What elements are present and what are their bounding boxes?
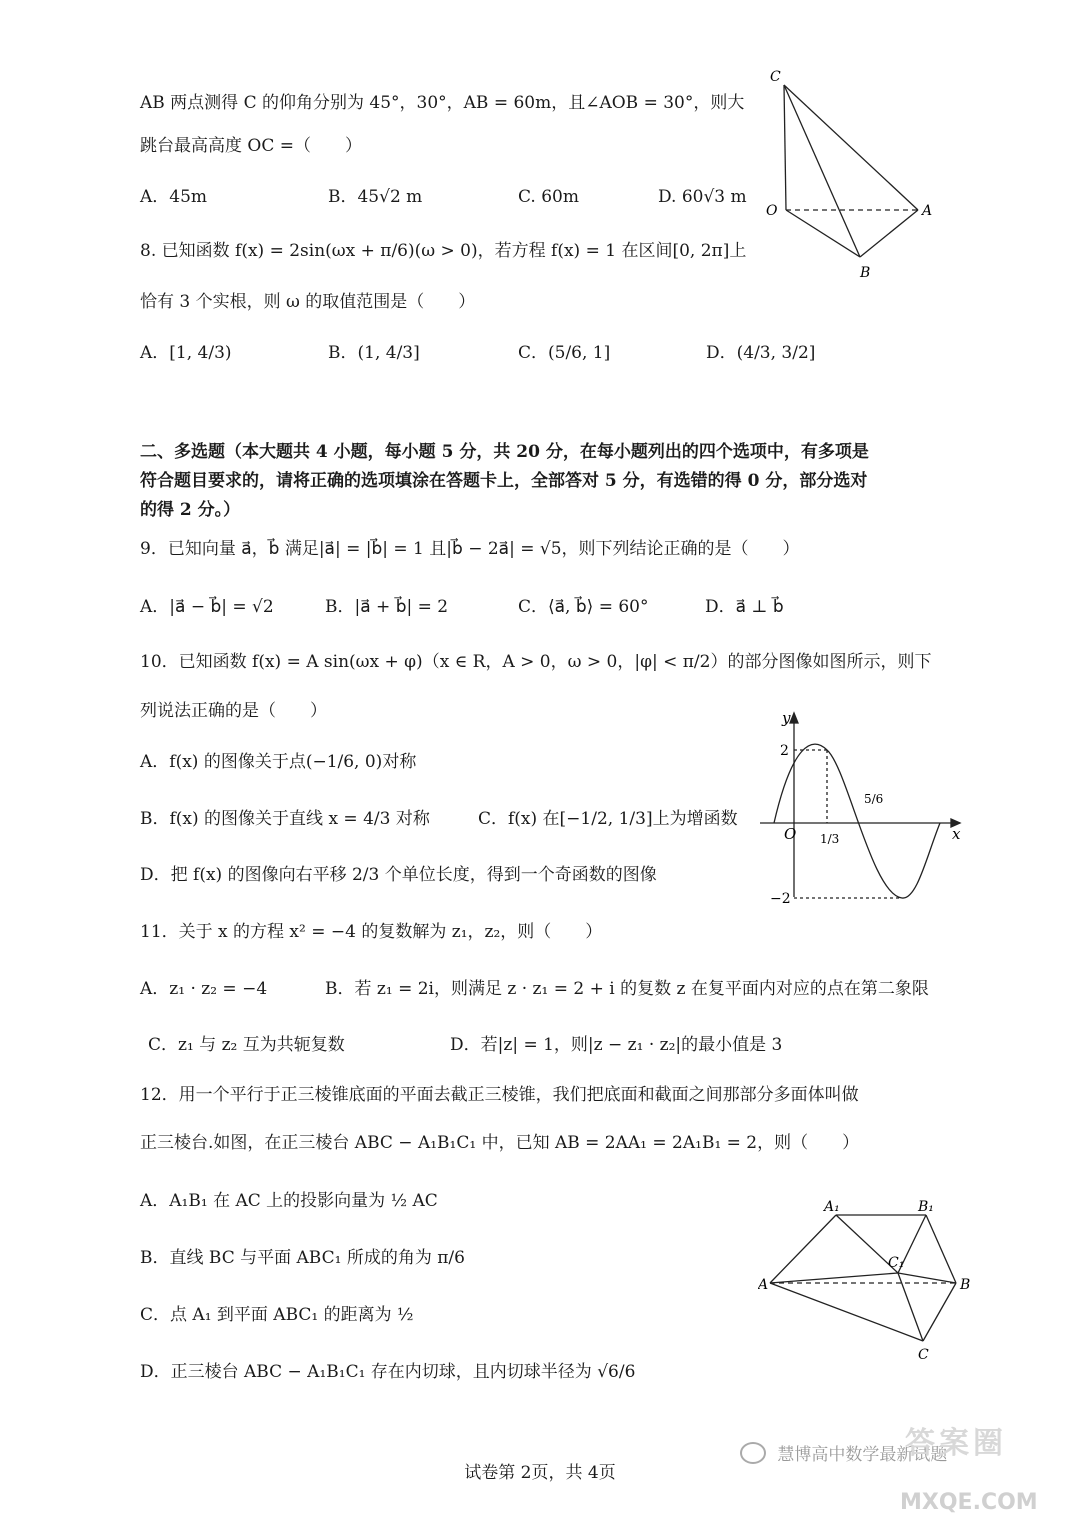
q11-line1: 11．关于 x 的方程 x² = −4 的复数解为 z₁，z₂，则（ ）	[140, 922, 603, 942]
q9-option-c: C．⟨a⃗, b⃗⟩ = 60°	[518, 597, 649, 617]
q10-label-ymin: −2	[770, 891, 791, 905]
watermark-text: 慧博高中数学最新试题	[777, 1445, 948, 1465]
q12-label-b: B	[960, 1277, 971, 1293]
q11-option-b: B．若 z₁ = 2i，则满足 z · z₁ = 2 + i 的复数 z 在复平面内对应的点在第二象限	[325, 979, 929, 999]
q10-line2: 列说法正确的是（ ）	[140, 701, 327, 721]
q7-label-b: B	[860, 265, 871, 281]
q8-option-c: C．(5/6, 1]	[518, 343, 611, 363]
q11-option-d: D．若|z| = 1，则|z − z₁ · z₂|的最小值是 3	[450, 1035, 783, 1055]
q12-option-c: C．点 A₁ 到平面 ABC₁ 的距离为 ½	[140, 1305, 414, 1325]
q11-option-c: C．z₁ 与 z₂ 互为共轭复数	[148, 1035, 345, 1055]
q7-pyramid-figure	[760, 65, 960, 285]
page-footer: 试卷第 2页，共 4页	[464, 1463, 616, 1483]
q7-line2: 跳台最高高度 OC =（ ）	[140, 136, 362, 156]
q12-label-c: C	[918, 1347, 929, 1363]
q8-line2: 恰有 3 个实根，则 ω 的取值范围是（ ）	[140, 292, 476, 312]
q12-label-a1: A₁	[824, 1199, 840, 1215]
q10-sine-graph	[752, 705, 972, 905]
q7-option-a: A．45m	[140, 187, 208, 207]
q9-option-b: B．|a⃗ + b⃗| = 2	[325, 597, 449, 617]
q10-label-x: x	[952, 825, 961, 843]
q10-option-c: C．f(x) 在[−1/2, 1/3]上为增函数	[478, 809, 738, 829]
q10-line1: 10．已知函数 f(x) = A sin(ωx + φ)（x ∈ R，A > 0，ω > 0，|φ| < π/2）的部分图像如图所示，则下	[140, 652, 932, 672]
q8-option-b: B．(1, 4/3]	[328, 343, 420, 363]
q12-label-b1: B₁	[918, 1199, 934, 1215]
q11-option-a: A．z₁ · z₂ = −4	[140, 979, 268, 999]
q7-option-d: D. 60√3 m	[658, 187, 747, 207]
wechat-icon	[740, 1442, 766, 1464]
q10-label-y: y	[782, 709, 791, 727]
q12-option-a: A．A₁B₁ 在 AC 上的投影向量为 ½ AC	[140, 1191, 438, 1211]
q12-label-c1: C₁	[888, 1255, 905, 1271]
q7-label-c: C	[770, 69, 781, 85]
q9-option-a: A．|a⃗ − b⃗| = √2	[140, 597, 274, 617]
q12-label-a: A	[758, 1277, 769, 1293]
section2-line3: 的得 2 分。）	[140, 500, 241, 520]
q12-frustum-figure	[758, 1195, 978, 1365]
q12-line2: 正三棱台.如图，在正三棱台 ABC − A₁B₁C₁ 中，已知 AB = 2AA₁ = 2A₁B₁ = 2，则（ ）	[140, 1133, 860, 1153]
q8-line1: 8. 已知函数 f(x) = 2sin(ωx + π/6)(ω > 0)，若方程 f(x) = 1 在区间[0, 2π]上	[140, 241, 747, 261]
q7-option-c: C. 60m	[518, 187, 579, 207]
q10-label-origin: O	[784, 825, 797, 843]
q12-line1: 12．用一个平行于正三棱锥底面的平面去截正三棱锥，我们把底面和截面之间那部分多面体叫做	[140, 1085, 859, 1105]
q10-option-b: B．f(x) 的图像关于直线 x = 4/3 对称	[140, 809, 430, 829]
section2-line1: 二、多选题（本大题共 4 小题，每小题 5 分，共 20 分，在每小题列出的四个选项中，有多项是	[140, 442, 869, 462]
q10-sine-curve	[774, 744, 940, 898]
watermark-brand: 答案圈	[905, 1426, 1007, 1461]
q7-label-o: O	[766, 203, 778, 219]
q9-line1: 9．已知向量 a⃗，b⃗ 满足|a⃗| = |b⃗| = 1 且|b⃗ − 2a⃗| = √5，则下列结论正确的是（ ）	[140, 539, 800, 559]
q7-option-b: B．45√2 m	[328, 187, 423, 207]
watermark-site: MXQE.COM	[900, 1490, 1038, 1515]
q8-option-d: D．(4/3, 3/2]	[706, 343, 816, 363]
q10-label-x2: 5/6	[864, 792, 884, 806]
q9-option-d: D．a⃗ ⊥ b⃗	[705, 597, 784, 617]
q10-label-ymax: 2	[780, 743, 789, 759]
q12-option-d: D．正三棱台 ABC − A₁B₁C₁ 存在内切球，且内切球半径为 √6/6	[140, 1362, 636, 1382]
section2-line2: 符合题目要求的，请将正确的选项填涂在答题卡上，全部答对 5 分，有选错的得 0 分，部分选对	[140, 471, 868, 491]
q7-line1: AB 两点测得 C 的仰角分别为 45°，30°，AB = 60m，且∠AOB = 30°，则大	[140, 93, 745, 113]
q10-option-d: D．把 f(x) 的图像向右平移 2/3 个单位长度，得到一个奇函数的图像	[140, 865, 657, 885]
q7-label-a: A	[922, 203, 933, 219]
q10-label-x1: 1/3	[820, 832, 840, 846]
q12-option-b: B．直线 BC 与平面 ABC₁ 所成的角为 π/6	[140, 1248, 465, 1268]
q10-option-a: A．f(x) 的图像关于点(−1/6, 0)对称	[140, 752, 417, 772]
q8-option-a: A．[1, 4/3)	[140, 343, 232, 363]
